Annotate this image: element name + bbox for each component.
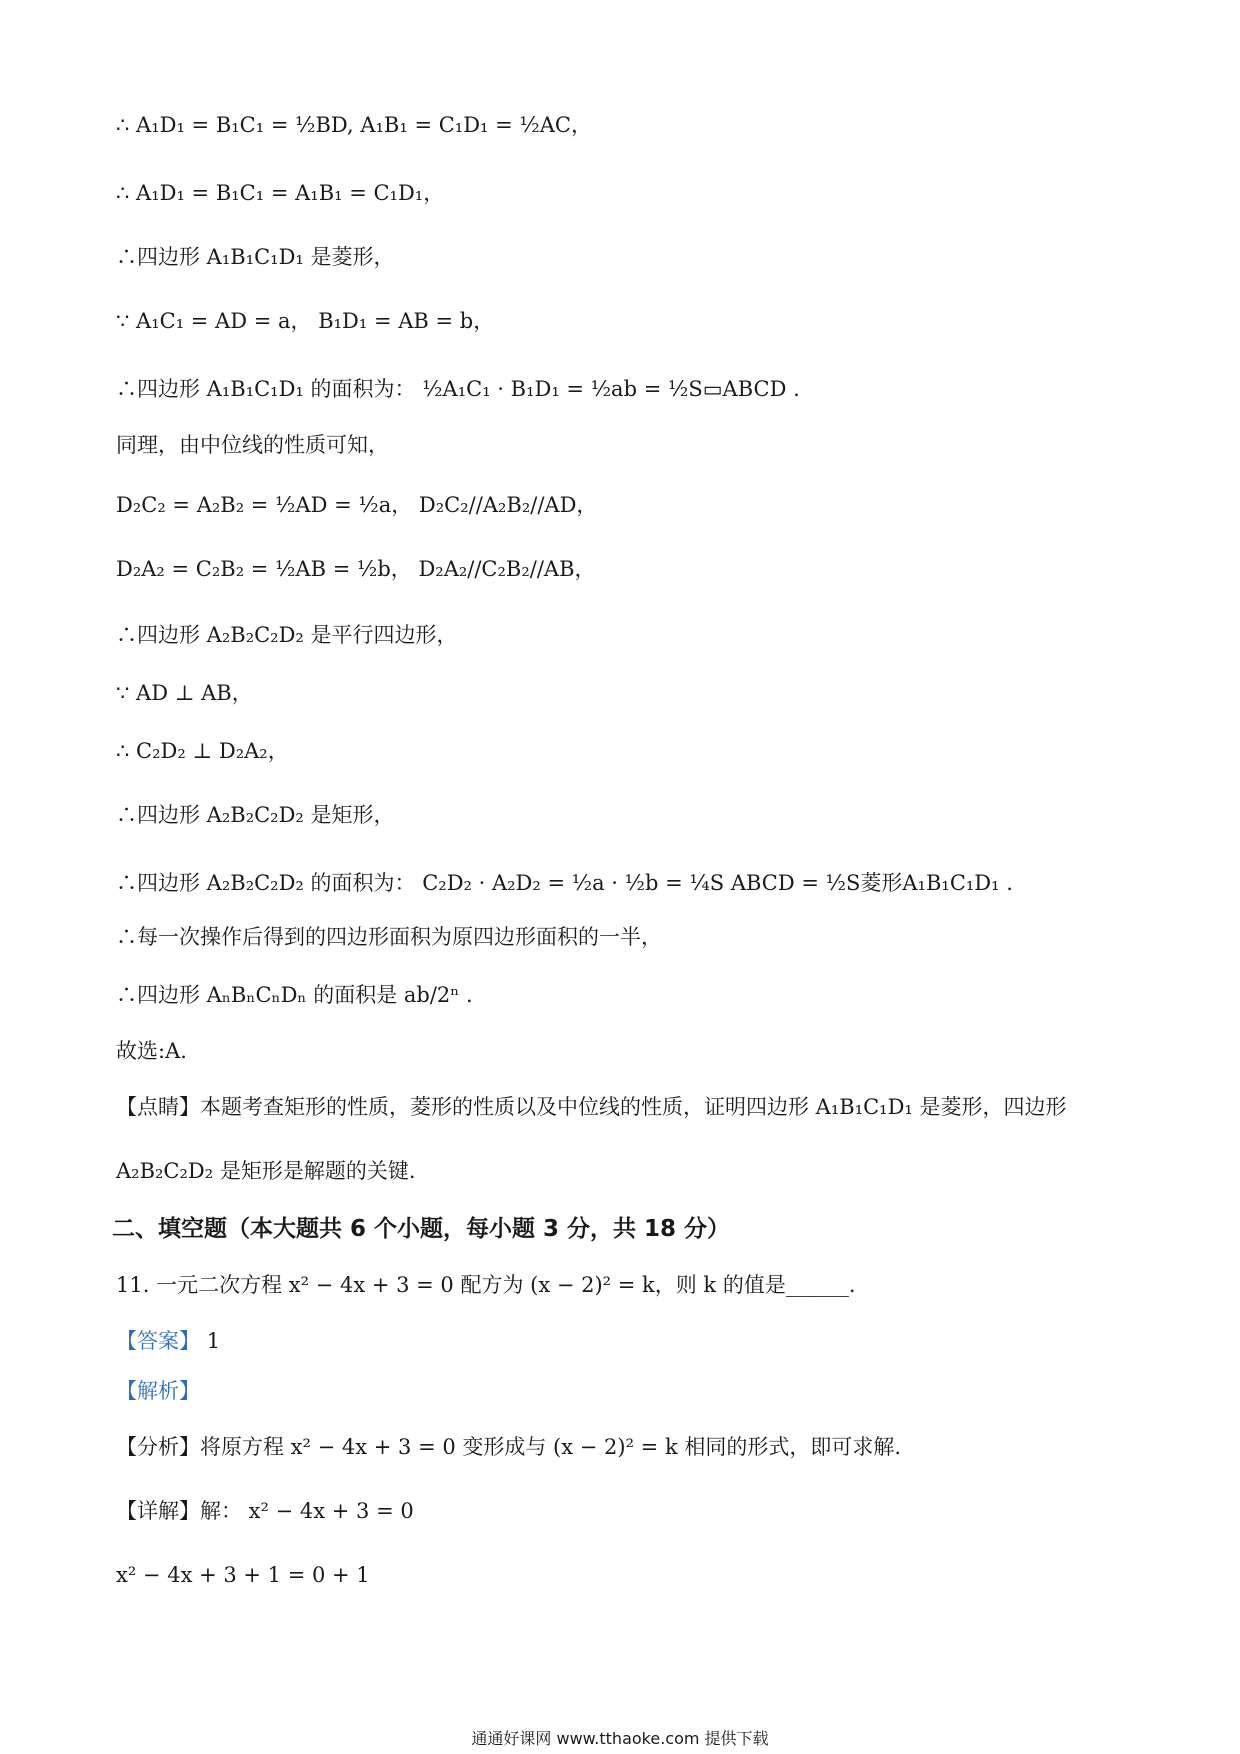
fenxi-line: 【分析】将原方程 x² − 4x + 3 = 0 变形成与 (x − 2)² = k 相同的形式，即可求解. bbox=[116, 1435, 902, 1459]
solution-line: ∴四边形 A₁B₁C₁D₁ 是菱形， bbox=[116, 245, 395, 269]
solution-line: ∴四边形 AₙBₙCₙDₙ 的面积是 ab/2ⁿ . bbox=[116, 983, 473, 1007]
solution-line: ∴每一次操作后得到的四边形面积为原四边形面积的一半， bbox=[116, 925, 662, 949]
answer-value: 1 bbox=[206, 1329, 221, 1353]
solution-line: ∴四边形 A₁B₁C₁D₁ 的面积为： ½A₁C₁ · B₁D₁ = ½ab = ½S▭ABCD . bbox=[116, 377, 800, 401]
analysis-label: 【解析】 bbox=[116, 1379, 200, 1403]
answer-row bbox=[116, 1326, 220, 1356]
solution-line: 【点睛】本题考查矩形的性质，菱形的性质以及中位线的性质，证明四边形 A₁B₁C₁D₁ 是菱形，四边形 bbox=[116, 1095, 1067, 1119]
solution-line: ∴ C₂D₂ ⊥ D₂A₂， bbox=[116, 739, 289, 763]
solution-line: ∴四边形 A₂B₂C₂D₂ 是矩形， bbox=[116, 803, 395, 827]
xiangjie-line: 【详解】解： x² − 4x + 3 = 0 bbox=[116, 1499, 414, 1523]
solution-line: ∴四边形 A₂B₂C₂D₂ 是平行四边形， bbox=[116, 623, 458, 647]
solution-line: A₂B₂C₂D₂ 是矩形是解题的关键. bbox=[116, 1159, 416, 1183]
solution-line: 同理，由中位线的性质可知， bbox=[116, 433, 389, 457]
answer-label: 【答案】 bbox=[116, 1329, 200, 1353]
question-11: 11. 一元二次方程 x² − 4x + 3 = 0 配方为 (x − 2)² = k，则 k 的值是______. bbox=[116, 1273, 856, 1297]
solution-line: 故选:A. bbox=[116, 1039, 187, 1063]
solution-line: ∵ AD ⊥ AB， bbox=[116, 681, 253, 705]
page-footer: 通通好课网 www.tthaoke.com 提供下载 bbox=[471, 1729, 769, 1748]
solution-line: ∴ A₁D₁ = B₁C₁ = ½BD, A₁B₁ = C₁D₁ = ½AC， bbox=[116, 113, 592, 137]
solution-line: ∴ A₁D₁ = B₁C₁ = A₁B₁ = C₁D₁， bbox=[116, 181, 445, 205]
solution-line: D₂C₂ = A₂B₂ = ½AD = ½a， D₂C₂//A₂B₂//AD， bbox=[116, 493, 598, 517]
solution-line: ∵ A₁C₁ = AD = a， B₁D₁ = AB = b， bbox=[116, 309, 495, 333]
step-line: x² − 4x + 3 + 1 = 0 + 1 bbox=[116, 1563, 370, 1587]
solution-line: ∴四边形 A₂B₂C₂D₂ 的面积为： C₂D₂ · A₂D₂ = ½a · ½b = ¼S ABCD = ½S菱形A₁B₁C₁D₁ . bbox=[116, 871, 1013, 895]
solution-line: D₂A₂ = C₂B₂ = ½AB = ½b， D₂A₂//C₂B₂//AB， bbox=[116, 557, 596, 581]
section-heading: 二、填空题（本大题共 6 个小题，每小题 3 分，共 18 分） bbox=[112, 1216, 731, 1242]
